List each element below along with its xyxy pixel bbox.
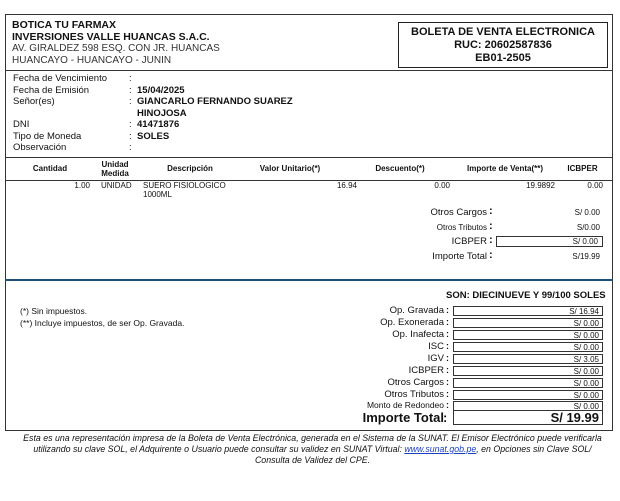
footer-legal-text <box>20 433 605 466</box>
summary-label: Otros Cargos <box>387 377 444 388</box>
info-row <box>13 108 293 120</box>
info-row: DNI : 41471876 <box>13 119 180 130</box>
cell-icbper: 0.00 <box>587 181 603 190</box>
summary-value: S/ 0.00 <box>453 342 603 352</box>
icbper-label: ICBPER <box>451 236 487 247</box>
summary-value: S/ 16.94 <box>453 306 603 316</box>
divider <box>5 157 613 158</box>
info-value: HINOJOSA <box>137 107 187 119</box>
col-header-desc: Descripción <box>167 164 213 173</box>
summary-value: S/ 0.00 <box>453 401 603 411</box>
summary-label: ISC <box>428 341 444 352</box>
cell-desc-l2: 1000ML <box>143 190 172 199</box>
otros-cargos-value: S/ 0.00 <box>574 208 600 217</box>
col-header-unit <box>90 160 140 178</box>
divider <box>5 279 613 281</box>
info-label: Señor(es) <box>13 96 55 107</box>
info-row: Señor(es) : GIANCARLO FERNANDO SUAREZ <box>13 96 293 107</box>
sunat-link[interactable]: www.sunat.gob.pe <box>404 444 477 454</box>
info-label: DNI <box>13 119 30 130</box>
info-row: Tipo de Moneda : SOLES <box>13 130 170 142</box>
info-row: Fecha de Vencimiento : <box>13 73 132 84</box>
summary-value: S/ 0.00 <box>453 366 603 376</box>
col-header-discount: Descuento(*) <box>375 164 425 173</box>
col-header-amount: Importe de Venta(**) <box>466 164 543 173</box>
company-city: HUANCAYO - HUANCAYO - JUNIN <box>12 55 172 66</box>
company-name: BOTICA TU FARMAX <box>12 19 117 31</box>
info-label: Tipo de Moneda <box>13 130 82 142</box>
info-value: 15/04/2025 <box>137 84 185 96</box>
summary-value: S/ 3.05 <box>453 354 603 364</box>
col-header-icbper: ICBPER <box>567 164 598 173</box>
company-address: AV. GIRALDEZ 598 ESQ. CON JR. HUANCAS <box>12 43 220 54</box>
document-id-box <box>398 22 608 68</box>
grand-total-value: S/ 19.99 <box>453 410 603 425</box>
cell-discount: 0.00 <box>434 181 450 190</box>
document-number: EB01-2505 <box>475 52 531 64</box>
col-header-unit-value: Valor Unitario(*) <box>259 164 321 173</box>
info-label: Observación <box>13 142 67 153</box>
amount-in-words: SON: DIECINUEVE Y 99/100 SOLES <box>446 290 606 301</box>
col-header-unit-l1: Unidad <box>101 160 129 169</box>
document-type: BOLETA DE VENTA ELECTRONICA <box>411 26 595 38</box>
divider <box>5 70 613 71</box>
info-row: Observación : <box>13 142 132 153</box>
cell-qty: 1.00 <box>74 181 90 190</box>
notes <box>20 306 184 329</box>
summary-value: S/ 0.00 <box>453 330 603 340</box>
company-header <box>12 19 220 67</box>
summary-label: Op. Inafecta <box>392 329 444 340</box>
summary-label: Op. Gravada <box>389 305 444 316</box>
footer-text-2: , en Opciones sin Clave SOL/ Consulta de Validez del CPE. <box>254 444 592 465</box>
cell-desc-l1: SUERO FISIOLOGICO <box>143 181 226 190</box>
summary-value: S/ 0.00 <box>453 318 603 328</box>
info-label: Fecha de Vencimiento <box>13 73 108 84</box>
icbper-value: S/ 0.00 <box>496 236 603 247</box>
customer-info <box>13 73 293 154</box>
summary-label: IGV <box>427 353 444 364</box>
info-value: 41471876 <box>137 119 180 130</box>
cell-amount: 19.9892 <box>526 181 555 190</box>
summary-label: Op. Exonerada <box>380 317 444 328</box>
summary-label: Otros Tributos <box>384 389 444 400</box>
importe-total-label: Importe Total <box>432 251 487 262</box>
cell-unit: UNIDAD <box>101 181 132 190</box>
summary-value: S/ 0.00 <box>453 378 603 388</box>
document-ruc: RUC: 20602587836 <box>454 39 552 51</box>
importe-total-value: S/19.99 <box>572 252 600 261</box>
company-legal-name: INVERSIONES VALLE HUANCAS S.A.C. <box>12 31 210 43</box>
summary-value: S/ 0.00 <box>453 390 603 400</box>
otros-tributos-value: S/0.00 <box>576 223 600 232</box>
col-header-unit-l2: Medida <box>101 169 129 178</box>
note-2: (**) Incluye impuestos, de ser Op. Gravada. <box>20 317 185 328</box>
col-header-qty: Cantidad <box>32 164 68 173</box>
cell-unit-value: 16.94 <box>336 181 357 190</box>
info-label <box>13 108 129 120</box>
info-value: GIANCARLO FERNANDO SUAREZ <box>137 96 293 107</box>
otros-cargos-label: Otros Cargos <box>430 207 487 218</box>
cell-desc <box>143 181 226 199</box>
footer-text-1: Esta es una representación impresa de la Boleta de Venta Electrónica, generada en el Sistema de la SUNAT. El Emisor Electrónico puede verificarla utilizando su clave SOL, el Adquirente o Usuario puede consultar su validez en SUNAT Virtual: <box>23 433 602 454</box>
info-row: Fecha de Emisión : 15/04/2025 <box>13 84 185 96</box>
otros-tributos-label: Otros Tributos <box>436 223 487 232</box>
summary-label: ICBPER <box>408 365 444 376</box>
grand-total-label: Importe Total <box>362 410 444 425</box>
info-value: SOLES <box>137 130 170 142</box>
summary-label: Monto de Redondeo <box>366 400 444 410</box>
note-1: (*) Sin impuestos. <box>20 306 88 316</box>
info-label: Fecha de Emisión <box>13 84 90 96</box>
